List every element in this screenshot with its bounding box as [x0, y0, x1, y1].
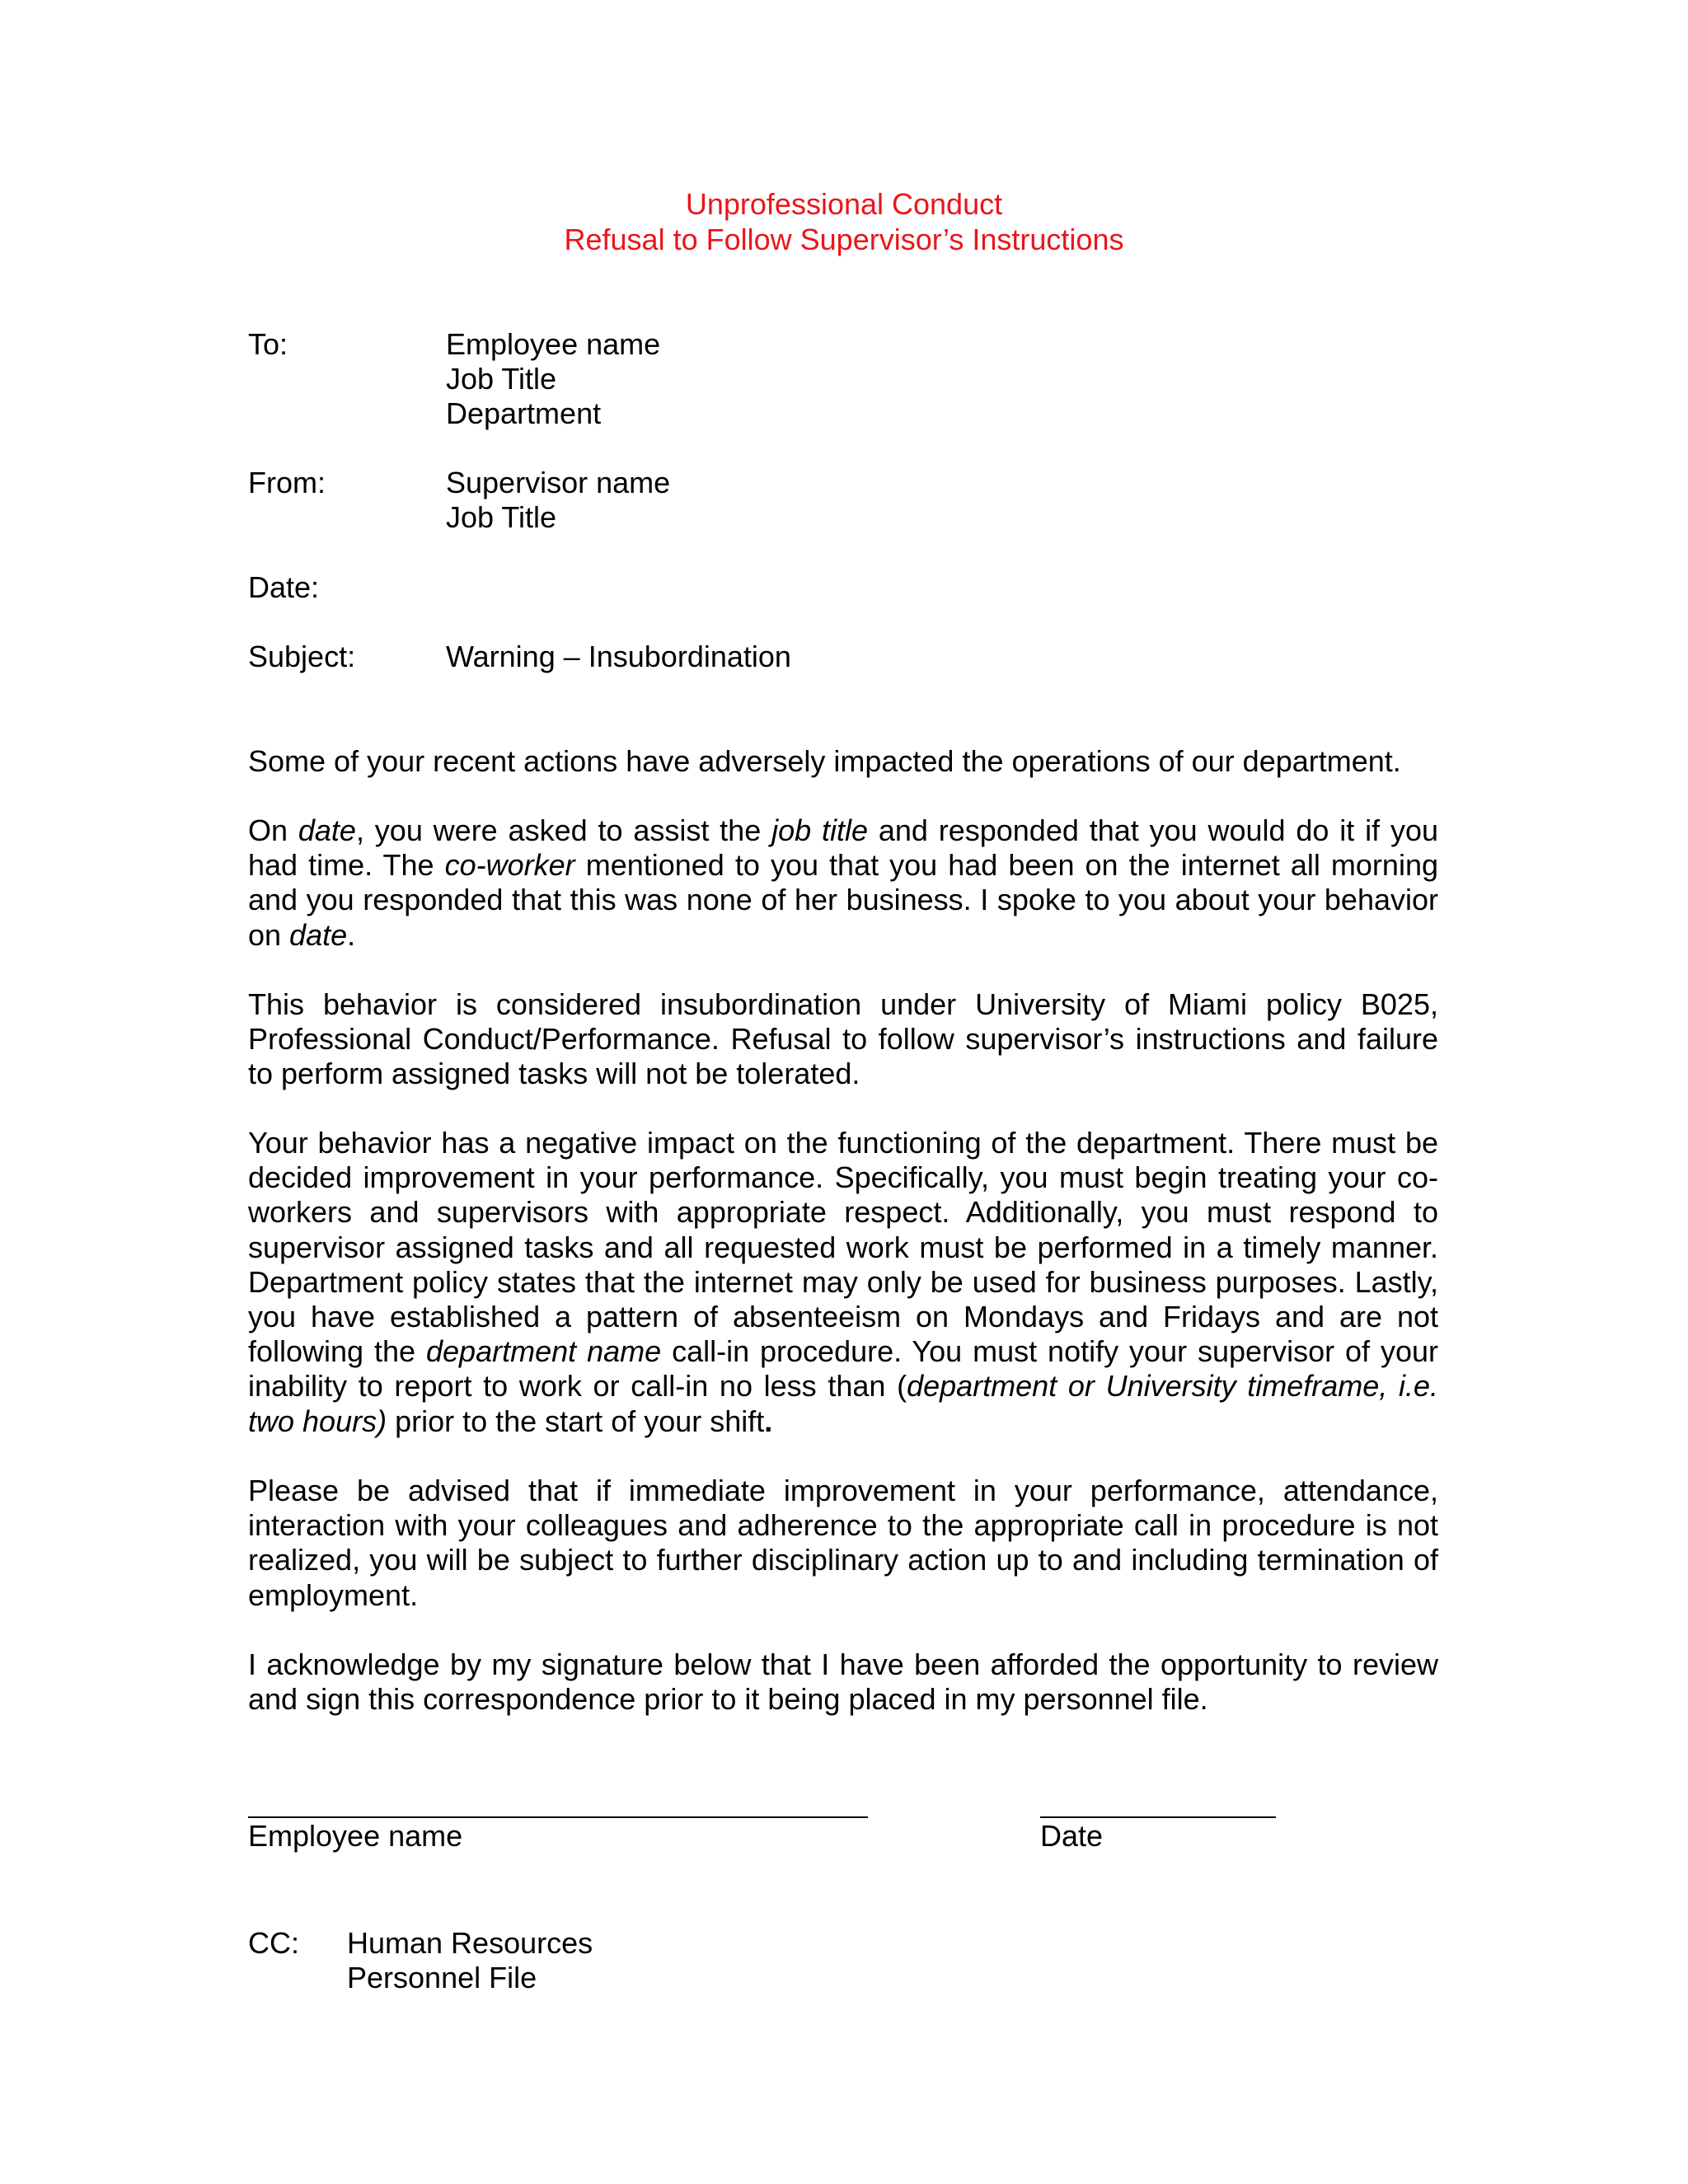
to-values [446, 327, 660, 431]
from-supervisor-name: Supervisor name [446, 466, 671, 499]
paragraph-1 [248, 744, 1438, 779]
p4-text-c: call-in procedure. You must notify your supervisor of your inability to report to work or call-in no less than ( [248, 1334, 1439, 1404]
to-employee-name: Employee name [446, 327, 661, 361]
cc-item-human-resources: Human Resources [347, 1926, 593, 1960]
title-line-2: Refusal to Follow Supervisor’s Instructions [564, 223, 1124, 256]
p2-placeholder-date-2: date [289, 917, 348, 952]
paragraph-3-text: This behavior is considered insubordination under University of Miami policy B025, Professional Conduct/Performance. Refusal to follow supervisor’s instructions and failure to perform assigned tasks will not be tolerated. [248, 987, 1438, 1091]
p4-text-a: Your behavior has a negative impact on the functioning of the department. There must be decided improvement in your performance. Specifically, you must begin treating your co-workers and supervisors with appropriate respect. Additionally, you must respond to supervisor assigned tasks and all requested work must be performed in a timely manner. Department policy states that the internet may only be used for business purposes. Lastly, you have established a pattern of absenteeism on Mondays and Fridays and are not following the [248, 1126, 1438, 1369]
paragraph-6-text: I acknowledge by my signature below that I have been afforded the opportunity to review and sign this correspondence prior to it being placed in my personnel file. [248, 1647, 1438, 1717]
to-label: To: [248, 327, 288, 361]
cc-list [347, 1926, 593, 1995]
to-job-title: Job Title [446, 362, 557, 396]
employee-signature-line [248, 1816, 868, 1818]
employee-name-label: Employee name [248, 1819, 463, 1853]
p2-text-a: On [248, 813, 298, 847]
date-label: Date: [248, 570, 320, 604]
cc-label: CC: [248, 1926, 299, 1960]
date-signature-line [1040, 1816, 1276, 1818]
paragraph-5-text: Please be advised that if immediate improvement in your performance, attendance, interaction with your colleagues and adherence to the appropriate call in procedure is not realized, you will be subject to further disciplinary action up to and including termination of employment. [248, 1474, 1438, 1612]
paragraph-2 [248, 813, 1438, 953]
p4-placeholder-department-name: department name [426, 1334, 662, 1369]
paragraph-1-text: Some of your recent actions have adversely impacted the operations of our department. [248, 744, 1401, 778]
subject-values [446, 640, 791, 674]
p4-placeholder-timeframe: department or University timeframe, i.e. two hours) [248, 1369, 1439, 1438]
p4-text-e: prior to the start of your shift [387, 1404, 765, 1438]
document-title [0, 186, 1688, 257]
p2-text-i: . [347, 917, 356, 952]
p4-period: . [764, 1404, 773, 1438]
title-line-1: Unprofessional Conduct [685, 187, 1003, 221]
subject-value: Warning – Insubordination [446, 640, 791, 673]
paragraph-4 [248, 1126, 1438, 1439]
p2-text-c: , you were asked to assist the [355, 813, 772, 847]
paragraph-3 [248, 987, 1438, 1092]
p2-text-g: mentioned to you that you had been on the internet all morning and you responded that this was none of her business. I spoke to you about your behavior on [248, 848, 1438, 952]
p2-placeholder-job-title: job title [771, 813, 868, 847]
to-department: Department [446, 396, 602, 430]
from-label: From: [248, 466, 326, 499]
from-values [446, 466, 670, 535]
subject-label: Subject: [248, 640, 356, 673]
paragraph-6 [248, 1647, 1438, 1717]
signature-date-label: Date [1040, 1819, 1104, 1853]
p2-text-e: and responded that you would do it if you had time. The [248, 813, 1438, 883]
p2-placeholder-date: date [298, 813, 356, 847]
from-job-title: Job Title [446, 500, 557, 534]
p2-placeholder-co-worker: co-worker [444, 848, 575, 883]
paragraph-5 [248, 1474, 1438, 1613]
cc-item-personnel-file: Personnel File [347, 1961, 537, 1994]
